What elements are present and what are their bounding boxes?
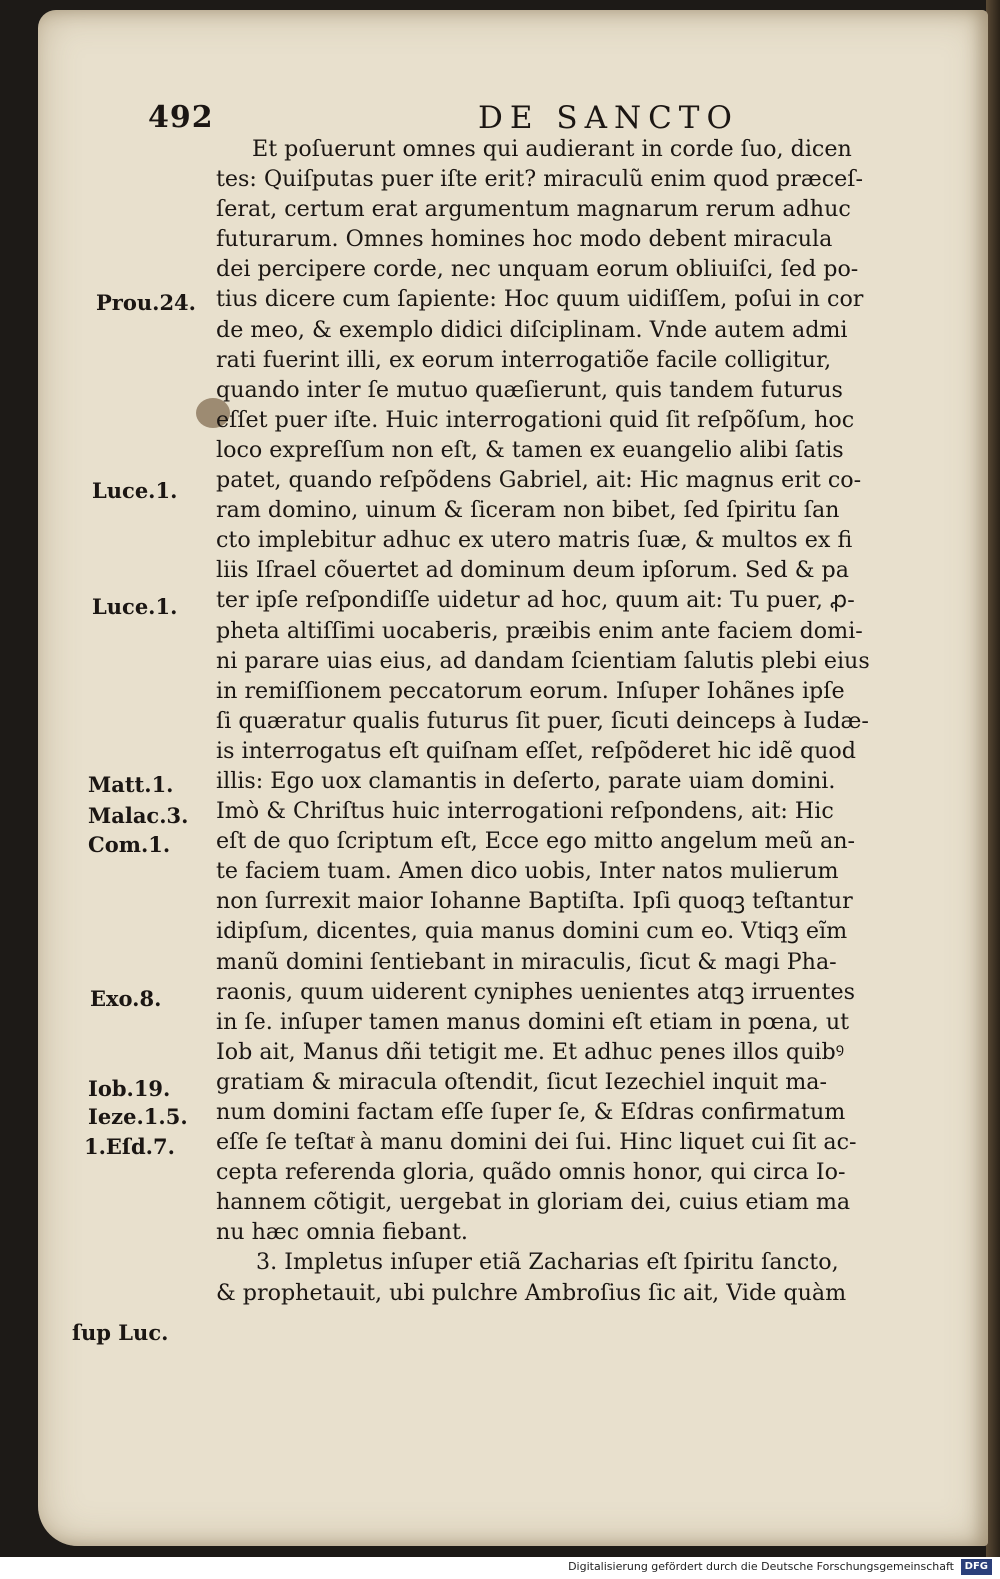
text-line: & prophetauit, ubi pulchre Ambroſius ſic ait, Vide quàm [216, 1279, 847, 1306]
text-line: de meo, & exemplo didici diſciplinam. Vnde autem admi [216, 316, 848, 343]
text-line: gratiam & miracula oſtendit, ſicut Iezechiel inquit ma- [216, 1068, 827, 1095]
margin-note: Luce.1. [92, 478, 178, 503]
text-line: eſſe ſe teſtatͬ à manu domini dei ſui. Hinc liquet cui ſit ac- [216, 1129, 857, 1156]
margin-note: Prou.24. [96, 290, 196, 315]
text-line: Iob ait, Manus dñi tetigit me. Et adhuc penes illos quibꝰ [216, 1038, 845, 1065]
text-line: num domini factam eſſe ſuper ſe, & Eſdras confirmatum [216, 1099, 846, 1125]
text-line: illis: Ego uox clamantis in deſerto, parate uiam domini. [216, 767, 836, 794]
text-line: ter ipſe reſpondiſſe uidetur ad hoc, quum ait: Tu puer, ꝓ- [216, 587, 855, 614]
body-text [216, 134, 928, 1308]
text-line: loco expreſſum non eſt, & tamen ex euangelio alibi ſatis [216, 436, 844, 463]
text-line: pheta altiſſimi uocaberis, præibis enim ante faciem domi- [216, 617, 863, 644]
text-line: idipſum, dicentes, quia manus domini cum eo. Vtiqꝫ eĩm [216, 918, 848, 945]
margin-note: Ieze.1.5. [88, 1104, 188, 1129]
text-line: cto implebitur adhuc ex utero matris ſuæ, & multos ex fi [216, 527, 853, 554]
text-line: Imò & Chriſtus huic interrogationi reſpondens, ait: Hic [216, 798, 834, 825]
footer-bar [0, 1557, 1000, 1579]
text-line: 3. Impletus inſuper etiã Zacharias eſt ſpiritu ſancto, [256, 1249, 839, 1276]
book-spine-edge [986, 0, 1000, 1557]
text-line: Et poſuerunt omnes qui audierant in corde ſuo, dicen [252, 136, 852, 162]
margin-note: Luce.1. [92, 594, 178, 619]
text-line: cepta referenda gloria, quãdo omnis honor, qui circa Io- [216, 1159, 846, 1186]
text-line: hannem cõtigit, uergebat in gloriam dei, cuius etiam ma [216, 1189, 851, 1216]
text-line: is interrogatus eſt quiſnam eſſet, reſpõderet hic idẽ quod [216, 737, 856, 764]
margin-note: ſup Luc. [72, 1320, 169, 1345]
text-line: manũ domini ſentiebant in miraculis, ſicut & magi Pha- [216, 948, 837, 975]
page-number: 492 [148, 100, 214, 135]
text-line: liis Iſrael cõuertet ad dominum deum ipſorum. Sed & pa [216, 557, 849, 584]
text-line: dei percipere corde, nec unquam eorum obliuiſci, ſed po- [216, 256, 859, 283]
margin-note: Com.1. [88, 832, 171, 857]
text-line: eſt de quo ſcriptum eſt, Ecce ego mitto angelum meũ an- [216, 828, 856, 855]
dfg-logo: DFG [961, 1559, 992, 1575]
text-line: ſi quæratur qualis futurus ſit puer, ſicuti deinceps à Iudæ- [216, 707, 869, 734]
text-line: in ſe. inſuper tamen manus domini eſt etiam in pœna, ut [216, 1008, 850, 1035]
text-line: eſſet puer iſte. Huic interrogationi quid ſit reſpõſum, hoc [216, 406, 855, 433]
text-line: raonis, quum uiderent cyniphes uenientes atqꝫ irruentes [216, 978, 855, 1005]
funding-credit: Digitalisierung gefördert durch die Deutsche Forschungsgemeinschaft [568, 1560, 954, 1573]
text-line: patet, quando reſpõdens Gabriel, ait: Hic magnus erit co- [216, 467, 862, 494]
margin-note: Iob.19. [88, 1076, 171, 1101]
text-line: ſerat, certum erat argumentum magnarum rerum adhuc [216, 196, 851, 223]
text-line: tius dicere cum ſapiente: Hoc quum uidiſſem, poſui in cor [216, 286, 864, 313]
margin-note: Matt.1. [88, 772, 174, 797]
text-line: futurarum. Omnes homines hoc modo debent miracula [216, 226, 833, 253]
text-line: tes: Quiſputas puer iſte erit? miraculũ enim quod præceſ- [216, 166, 863, 193]
text-line: non ſurrexit maior Iohanne Baptiſta. Ipſi quoqꝫ teſtantur [216, 888, 853, 915]
text-line: in remiſſionem peccatorum eorum. Inſuper Iohãnes ipſe [216, 677, 845, 704]
margin-note: 1.Eſd.7. [84, 1134, 175, 1159]
text-line: ni parare uias eius, ad dandam ſcientiam ſalutis plebi eius [216, 647, 870, 674]
text-line: nu hæc omnia fiebant. [216, 1219, 468, 1246]
text-line: ram domino, uinum & ſiceram non bibet, ſed ſpiritu ſan [216, 497, 840, 524]
margin-note: Malac.3. [88, 803, 189, 828]
text-line: rati fuerint illi, ex eorum interrogatiõe facile colligitur, [216, 346, 832, 373]
running-header: DE SANCTO [478, 100, 739, 136]
text-line: te faciem tuam. Amen dico uobis, Inter natos mulierum [216, 858, 839, 885]
text-line: quando inter ſe mutuo quæſierunt, quis tandem futurus [216, 376, 843, 403]
margin-note: Exo.8. [90, 986, 162, 1011]
